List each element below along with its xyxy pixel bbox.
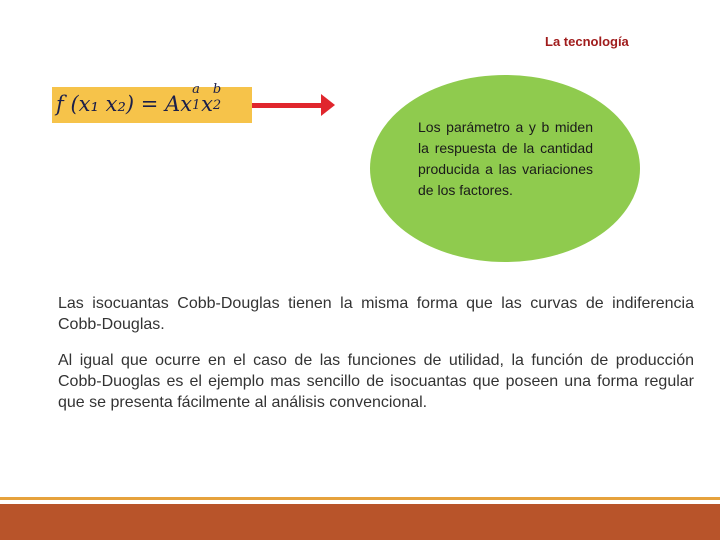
callout-text: Los parámetro a y b miden la respuesta de la cantidad producida a las variaciones de los factores.: [418, 119, 593, 198]
footer-band: [0, 504, 720, 540]
formula-exp-b: b: [212, 82, 222, 97]
arrow-right-icon: [321, 94, 335, 116]
formula-args: (x₁ x₂): [70, 92, 135, 116]
footer-accent-line: [0, 497, 720, 500]
paragraph-produccion: Al igual que ocurre en el caso de las funciones de utilidad, la función de producción Cobb-Duoglas es el ejemplo mas sencillo de isocuantas que poseen una forma regular que se presenta fácilmente al análisis convencional.: [58, 352, 694, 411]
formula-equals: =: [140, 92, 159, 116]
cobb-douglas-formula: [56, 82, 222, 119]
arrow-shaft: [252, 103, 324, 108]
formula-sub-2: 2: [212, 98, 222, 113]
paragraph-isocuantas: Las isocuantas Cobb-Douglas tienen la misma forma que las curvas de indiferencia Cobb-Douglas.: [58, 295, 694, 333]
formula-f: f: [56, 92, 64, 116]
formula-exp-a: a: [192, 82, 200, 97]
slide-title: La tecnología: [545, 34, 629, 49]
formula-x1: x: [180, 92, 193, 116]
formula-A: A: [165, 92, 181, 116]
formula-sub-1: 1: [192, 98, 201, 113]
formula-x2: x: [201, 92, 213, 116]
